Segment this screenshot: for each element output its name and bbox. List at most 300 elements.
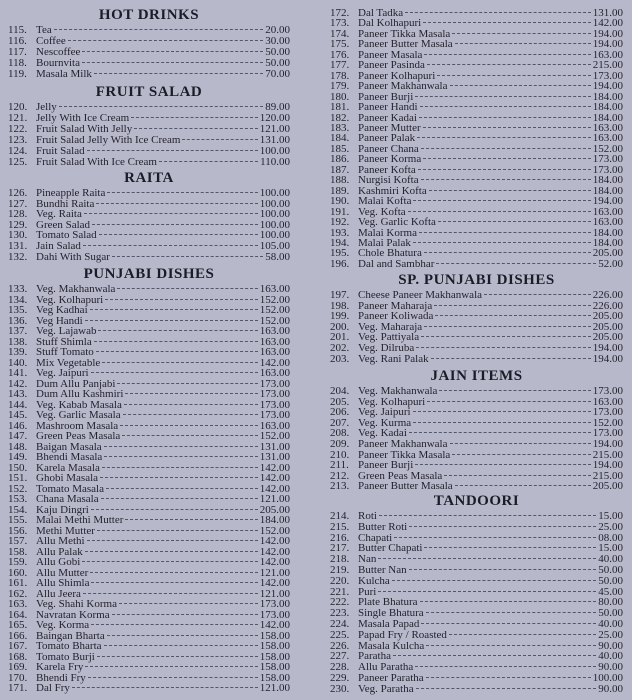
- item-name: Paneer Chana: [358, 142, 419, 155]
- item-price: 173.00: [592, 69, 623, 82]
- dotted-leader: [117, 288, 257, 289]
- item-price: 50.00: [598, 607, 623, 620]
- dotted-leader: [379, 515, 596, 516]
- dotted-leader: [123, 414, 258, 415]
- menu-item: [330, 102, 623, 112]
- menu-item: [330, 386, 623, 397]
- dotted-leader: [444, 475, 590, 476]
- item-number: 186.: [330, 153, 350, 166]
- menu-item: [8, 473, 290, 484]
- item-number: 119.: [8, 68, 27, 80]
- dotted-leader: [85, 551, 258, 552]
- item-price: 163.00: [592, 48, 623, 61]
- item-price: 120.00: [259, 112, 290, 124]
- item-number: 152.: [8, 482, 28, 495]
- dotted-leader: [424, 252, 591, 253]
- item-number: 181.: [330, 101, 350, 114]
- item-price: 100.00: [259, 145, 290, 157]
- dotted-leader: [100, 477, 258, 478]
- item-price: 50.00: [598, 563, 623, 576]
- item-price: 70.00: [265, 68, 290, 80]
- item-price: 40.00: [598, 553, 623, 566]
- item-name: Tomato Burji: [36, 650, 95, 663]
- item-price: 131.00: [259, 440, 290, 453]
- dotted-leader: [394, 537, 596, 538]
- item-number: 187.: [330, 163, 350, 176]
- item-price: 50.00: [598, 574, 623, 587]
- item-name: Bhendi Fry: [36, 671, 86, 684]
- item-number: 208.: [330, 427, 350, 440]
- dotted-leader: [392, 580, 596, 581]
- item-price: 226.00: [592, 289, 623, 301]
- dotted-leader: [419, 117, 591, 118]
- item-name: Veg. Pattiyala: [358, 331, 420, 344]
- dotted-leader: [426, 612, 597, 613]
- dotted-leader: [438, 221, 591, 222]
- item-price: 205.00: [592, 310, 623, 323]
- item-price: 90.00: [598, 661, 623, 674]
- item-number: 118.: [8, 57, 27, 69]
- item-name: Veg. Paratha: [358, 682, 414, 695]
- dotted-leader: [426, 677, 591, 678]
- item-number: 134.: [8, 293, 28, 306]
- menu-section-jain-items: [330, 367, 623, 492]
- item-name: Veg. Kabab Masala: [36, 398, 122, 411]
- dotted-leader: [423, 22, 591, 23]
- item-number: 225.: [330, 628, 350, 641]
- item-number: 190.: [330, 195, 350, 208]
- dotted-leader: [449, 634, 596, 635]
- menu-section-sp-punjabi-dishes: [330, 271, 623, 364]
- dotted-leader: [421, 179, 591, 180]
- item-name: Tomato Salad: [36, 229, 97, 242]
- item-name: Veg. Rani Palak: [358, 352, 429, 365]
- item-price: 205.00: [259, 503, 290, 516]
- item-name: Fruit Salad: [36, 145, 85, 157]
- item-number: 115.: [8, 24, 27, 36]
- item-number: 175.: [330, 38, 350, 51]
- item-price: 205.00: [592, 320, 623, 333]
- dotted-leader: [421, 623, 596, 624]
- item-price: 142.00: [259, 461, 290, 474]
- item-price: 131.00: [259, 451, 290, 463]
- item-price: 173.00: [259, 608, 290, 621]
- item-name: Stuff Tomato: [36, 346, 94, 358]
- dotted-leader: [72, 687, 258, 688]
- dotted-leader: [455, 485, 591, 486]
- dotted-leader: [84, 213, 258, 214]
- item-price: 142.00: [259, 619, 290, 631]
- item-price: 215.00: [592, 469, 623, 482]
- menu-section-fruit-salad: [8, 83, 290, 168]
- item-name: Veg. Makhanwala: [358, 385, 438, 397]
- item-name: Veg Kadhai: [36, 304, 88, 316]
- item-name: Paneer Pasinda: [358, 59, 425, 72]
- item-name: Dahi With Sugar: [36, 250, 110, 263]
- item-name: Puri: [358, 585, 377, 598]
- item-name: Stuff Shimla: [36, 335, 92, 348]
- item-number: 183.: [330, 121, 350, 134]
- item-number: 222.: [330, 596, 350, 609]
- item-name: Malai Palak: [358, 236, 411, 249]
- dotted-leader: [94, 73, 263, 74]
- item-number: 227.: [330, 650, 350, 663]
- item-number: 230.: [330, 682, 350, 695]
- item-name: Paneer Butter Masala: [358, 38, 453, 51]
- dotted-leader: [450, 443, 591, 444]
- item-price: 08.00: [598, 531, 623, 544]
- item-price: 194.00: [592, 459, 623, 472]
- dotted-leader: [424, 54, 590, 55]
- item-number: 176.: [330, 48, 350, 61]
- item-number: 209.: [330, 437, 350, 450]
- item-price: 58.00: [265, 250, 290, 263]
- item-number: 151.: [8, 472, 28, 484]
- item-price: 152.00: [259, 524, 290, 537]
- item-number: 191.: [330, 205, 350, 218]
- item-number: 127.: [8, 197, 28, 210]
- item-number: 144.: [8, 398, 28, 411]
- item-number: 124.: [8, 145, 28, 157]
- item-price: 152.00: [259, 314, 290, 327]
- item-number: 185.: [330, 142, 350, 155]
- dotted-leader: [408, 211, 591, 212]
- item-price: 184.00: [592, 184, 623, 197]
- item-name: Tomato Bharta: [36, 640, 102, 652]
- dotted-leader: [119, 603, 258, 604]
- dotted-leader: [413, 242, 591, 243]
- dotted-leader: [59, 106, 263, 107]
- dotted-leader: [427, 401, 591, 402]
- item-price: 152.00: [259, 293, 290, 306]
- item-number: 121.: [8, 112, 28, 124]
- item-number: 148.: [8, 440, 28, 453]
- item-price: 100.00: [259, 208, 290, 221]
- menu-item: [8, 368, 290, 379]
- dotted-leader: [415, 96, 590, 97]
- item-price: 121.00: [259, 682, 290, 694]
- item-price: 152.00: [592, 142, 623, 155]
- item-name: Chole Bhatura: [358, 247, 422, 260]
- item-name: Butter Nan: [358, 563, 407, 576]
- menu-item: [8, 252, 290, 263]
- item-name: Allu Mutter: [36, 566, 89, 579]
- dotted-leader: [107, 192, 257, 193]
- item-name: Mashroom Masala: [36, 419, 119, 432]
- item-price: 142.00: [592, 17, 623, 30]
- item-number: 161.: [8, 577, 28, 589]
- dotted-leader: [452, 454, 590, 455]
- dotted-leader: [105, 299, 258, 300]
- item-name: Papad Fry / Roasted: [358, 628, 447, 641]
- item-price: 215.00: [592, 448, 623, 461]
- menu-item: [8, 641, 290, 652]
- item-price: 173.00: [592, 406, 623, 419]
- item-price: 163.00: [592, 121, 623, 134]
- dotted-leader: [85, 666, 257, 667]
- item-name: Paneer Tikka Masala: [358, 27, 451, 40]
- item-number: 182.: [330, 111, 350, 124]
- item-number: 168.: [8, 650, 28, 663]
- item-price: 20.00: [265, 24, 290, 36]
- item-price: 142.00: [259, 577, 290, 589]
- item-price: 15.00: [598, 510, 623, 522]
- item-name: Dal and Sambhar: [358, 257, 435, 270]
- section-heading: PUNJABI DISHES: [83, 266, 215, 282]
- item-name: Single Bhatura: [358, 607, 424, 620]
- dotted-leader: [452, 33, 590, 34]
- item-price: 194.00: [592, 341, 623, 354]
- menu-section-hot-drinks: [8, 6, 290, 80]
- dotted-leader: [122, 435, 257, 436]
- item-price: 40.00: [598, 650, 623, 663]
- dotted-leader: [104, 446, 258, 447]
- item-number: 196.: [330, 257, 350, 270]
- dotted-leader: [182, 139, 257, 140]
- item-number: 137.: [8, 325, 28, 337]
- item-name: Dal Fry: [36, 682, 70, 694]
- dotted-leader: [418, 169, 591, 170]
- dotted-leader: [378, 558, 596, 559]
- item-name: Fruit Salad With Ice Cream: [36, 156, 157, 168]
- dotted-leader: [134, 128, 258, 129]
- item-price: 173.00: [259, 398, 290, 411]
- item-price: 163.00: [259, 335, 290, 348]
- item-number: 130.: [8, 229, 28, 242]
- menu-item: [330, 439, 623, 450]
- item-name: Paneer Koliwada: [358, 310, 434, 323]
- item-number: 180.: [330, 90, 350, 103]
- dotted-leader: [455, 43, 591, 44]
- item-name: Veg. Kadai: [358, 427, 407, 440]
- item-name: Fruit Salad Jelly With Ice Cream: [36, 134, 181, 146]
- item-price: 89.00: [265, 101, 290, 113]
- item-name: Allu Methi: [36, 535, 85, 547]
- item-name: Veg. Korma: [36, 619, 90, 631]
- item-number: 178.: [330, 69, 350, 82]
- item-number: 166.: [8, 629, 28, 642]
- item-number: 217.: [330, 542, 350, 555]
- dotted-leader: [85, 320, 258, 321]
- dotted-leader: [68, 40, 264, 41]
- menu-item: [8, 389, 290, 400]
- menu-item: [330, 630, 623, 641]
- item-name: Nan: [358, 553, 377, 566]
- item-price: 205.00: [592, 331, 623, 344]
- dotted-leader: [424, 547, 596, 548]
- item-number: 194.: [330, 236, 350, 249]
- dotted-leader: [484, 294, 591, 295]
- section-heading: JAIN ITEMS: [430, 368, 523, 384]
- menu-item: [8, 326, 290, 337]
- dotted-leader: [393, 655, 596, 656]
- item-price: 105.00: [259, 239, 290, 252]
- item-price: 80.00: [598, 596, 623, 609]
- item-price: 90.00: [598, 639, 623, 652]
- item-price: 100.00: [259, 218, 290, 231]
- item-number: 201.: [330, 331, 350, 344]
- item-number: 116.: [8, 35, 27, 47]
- dotted-leader: [125, 519, 257, 520]
- item-name: Karela Fry: [36, 661, 84, 673]
- item-name: Kashmiri Kofta: [358, 184, 427, 197]
- item-price: 184.00: [592, 111, 623, 124]
- dotted-leader: [91, 372, 258, 373]
- item-price: 25.00: [598, 520, 623, 533]
- item-number: 199.: [330, 310, 350, 323]
- item-number: 228.: [330, 661, 350, 674]
- item-number: 136.: [8, 314, 28, 327]
- item-price: 163.00: [592, 205, 623, 218]
- item-number: 122.: [8, 123, 28, 135]
- section-heading: RAITA: [124, 170, 174, 186]
- item-name: Veg. Kolhapuri: [358, 395, 426, 408]
- item-name: Allu Shimla: [36, 577, 90, 589]
- item-name: Butter Roti: [358, 520, 408, 533]
- menu-item: [8, 431, 290, 442]
- item-price: 226.00: [592, 299, 623, 312]
- dotted-leader: [112, 256, 263, 257]
- item-price: 173.00: [259, 598, 290, 610]
- item-name: Masala Milk: [36, 68, 92, 80]
- item-number: 214.: [330, 510, 350, 522]
- item-name: Navratan Korma: [36, 608, 110, 621]
- dotted-leader: [416, 347, 591, 348]
- menu-item: [8, 157, 290, 168]
- dotted-leader: [97, 656, 258, 657]
- item-name: Tea: [36, 24, 52, 36]
- item-number: 216.: [330, 531, 350, 544]
- item-price: 205.00: [592, 247, 623, 260]
- item-price: 121.00: [259, 587, 290, 600]
- item-number: 133.: [8, 283, 28, 295]
- item-number: 129.: [8, 218, 28, 231]
- item-name: Dal Tadka: [358, 7, 404, 19]
- item-name: Malai Methi Mutter: [36, 514, 124, 526]
- menu-column-left: [8, 0, 290, 700]
- item-number: 218.: [330, 553, 350, 566]
- menu-item: [8, 69, 290, 80]
- item-number: 204.: [330, 385, 350, 397]
- dotted-leader: [96, 351, 258, 352]
- item-number: 220.: [330, 574, 350, 587]
- menu-item: [8, 452, 290, 463]
- item-number: 205.: [330, 395, 350, 408]
- item-name: Fruit Salad With Jelly: [36, 123, 133, 135]
- dotted-leader: [416, 688, 597, 689]
- dotted-leader: [98, 330, 257, 331]
- item-name: Paneer Burji: [358, 459, 414, 472]
- menu-item: [8, 662, 290, 673]
- item-name: Green Salad: [36, 218, 91, 231]
- item-name: Paneer Kolhapuri: [358, 69, 436, 82]
- item-number: 167.: [8, 640, 28, 652]
- item-name: Paneer Maharaja: [358, 299, 433, 312]
- item-name: Paneer Butter Masala: [358, 480, 453, 493]
- dotted-leader: [99, 234, 258, 235]
- item-name: Allu Jeera: [36, 587, 81, 600]
- item-price: 131.00: [592, 7, 623, 19]
- dotted-leader: [104, 645, 258, 646]
- item-price: 163.00: [259, 325, 290, 337]
- item-name: Butter Chapati: [358, 542, 423, 555]
- item-number: 193.: [330, 226, 350, 239]
- item-name: Veg. Jaipuri: [358, 406, 411, 419]
- menu-item: [8, 410, 290, 421]
- item-name: Mix Vegetable: [36, 356, 101, 369]
- menu-item: [330, 522, 623, 533]
- item-price: 194.00: [592, 38, 623, 51]
- item-number: 158.: [8, 545, 28, 558]
- item-name: Plate Bhatura: [358, 596, 418, 609]
- dotted-leader: [435, 315, 590, 316]
- dotted-leader: [424, 326, 591, 327]
- item-name: Tomato Masala: [36, 482, 104, 495]
- item-number: 156.: [8, 524, 28, 537]
- item-number: 150.: [8, 461, 28, 474]
- item-price: 194.00: [592, 437, 623, 450]
- dotted-leader: [125, 393, 257, 394]
- item-number: 135.: [8, 304, 28, 316]
- item-number: 188.: [330, 174, 350, 187]
- item-number: 179.: [330, 80, 350, 93]
- item-name: Allu Gobi: [36, 556, 81, 568]
- item-price: 173.00: [592, 153, 623, 166]
- item-number: 128.: [8, 208, 28, 221]
- item-number: 224.: [330, 617, 350, 630]
- dotted-leader: [419, 232, 591, 233]
- item-number: 149.: [8, 451, 28, 463]
- item-name: Nurgisi Kofta: [358, 174, 419, 187]
- item-number: 173.: [330, 17, 350, 30]
- item-name: Kulcha: [358, 574, 390, 587]
- menu-section-tandoori: [330, 492, 623, 695]
- item-number: 212.: [330, 469, 350, 482]
- item-price: 173.00: [592, 163, 623, 176]
- item-number: 131.: [8, 239, 28, 252]
- item-name: Roti: [358, 510, 377, 522]
- item-name: Paneer Mutter: [358, 121, 421, 134]
- item-number: 138.: [8, 335, 28, 348]
- item-price: 215.00: [592, 59, 623, 72]
- item-number: 172.: [330, 7, 350, 19]
- item-price: 194.00: [592, 352, 623, 365]
- dotted-leader: [421, 148, 591, 149]
- item-price: 121.00: [259, 566, 290, 579]
- item-number: 171.: [8, 682, 28, 694]
- dotted-leader: [88, 677, 258, 678]
- item-number: 139.: [8, 346, 28, 358]
- item-number: 177.: [330, 59, 350, 72]
- menu-item: [330, 290, 623, 301]
- dotted-leader: [434, 305, 591, 306]
- item-name: Cheese Paneer Makhanwala: [358, 289, 483, 301]
- dotted-leader: [409, 569, 597, 570]
- dotted-leader: [413, 411, 591, 412]
- item-name: Veg. Lajawab: [36, 325, 97, 337]
- menu-item: [8, 347, 290, 358]
- item-name: Veg. Shahi Korma: [36, 598, 117, 610]
- item-name: Dal Kolhapuri: [358, 17, 422, 30]
- dotted-leader: [429, 190, 591, 191]
- item-number: 147.: [8, 430, 28, 442]
- item-number: 145.: [8, 409, 28, 421]
- dotted-leader: [421, 336, 591, 337]
- item-number: 123.: [8, 134, 28, 146]
- item-price: 100.00: [259, 229, 290, 242]
- dotted-leader: [415, 464, 590, 465]
- item-price: 100.00: [259, 197, 290, 210]
